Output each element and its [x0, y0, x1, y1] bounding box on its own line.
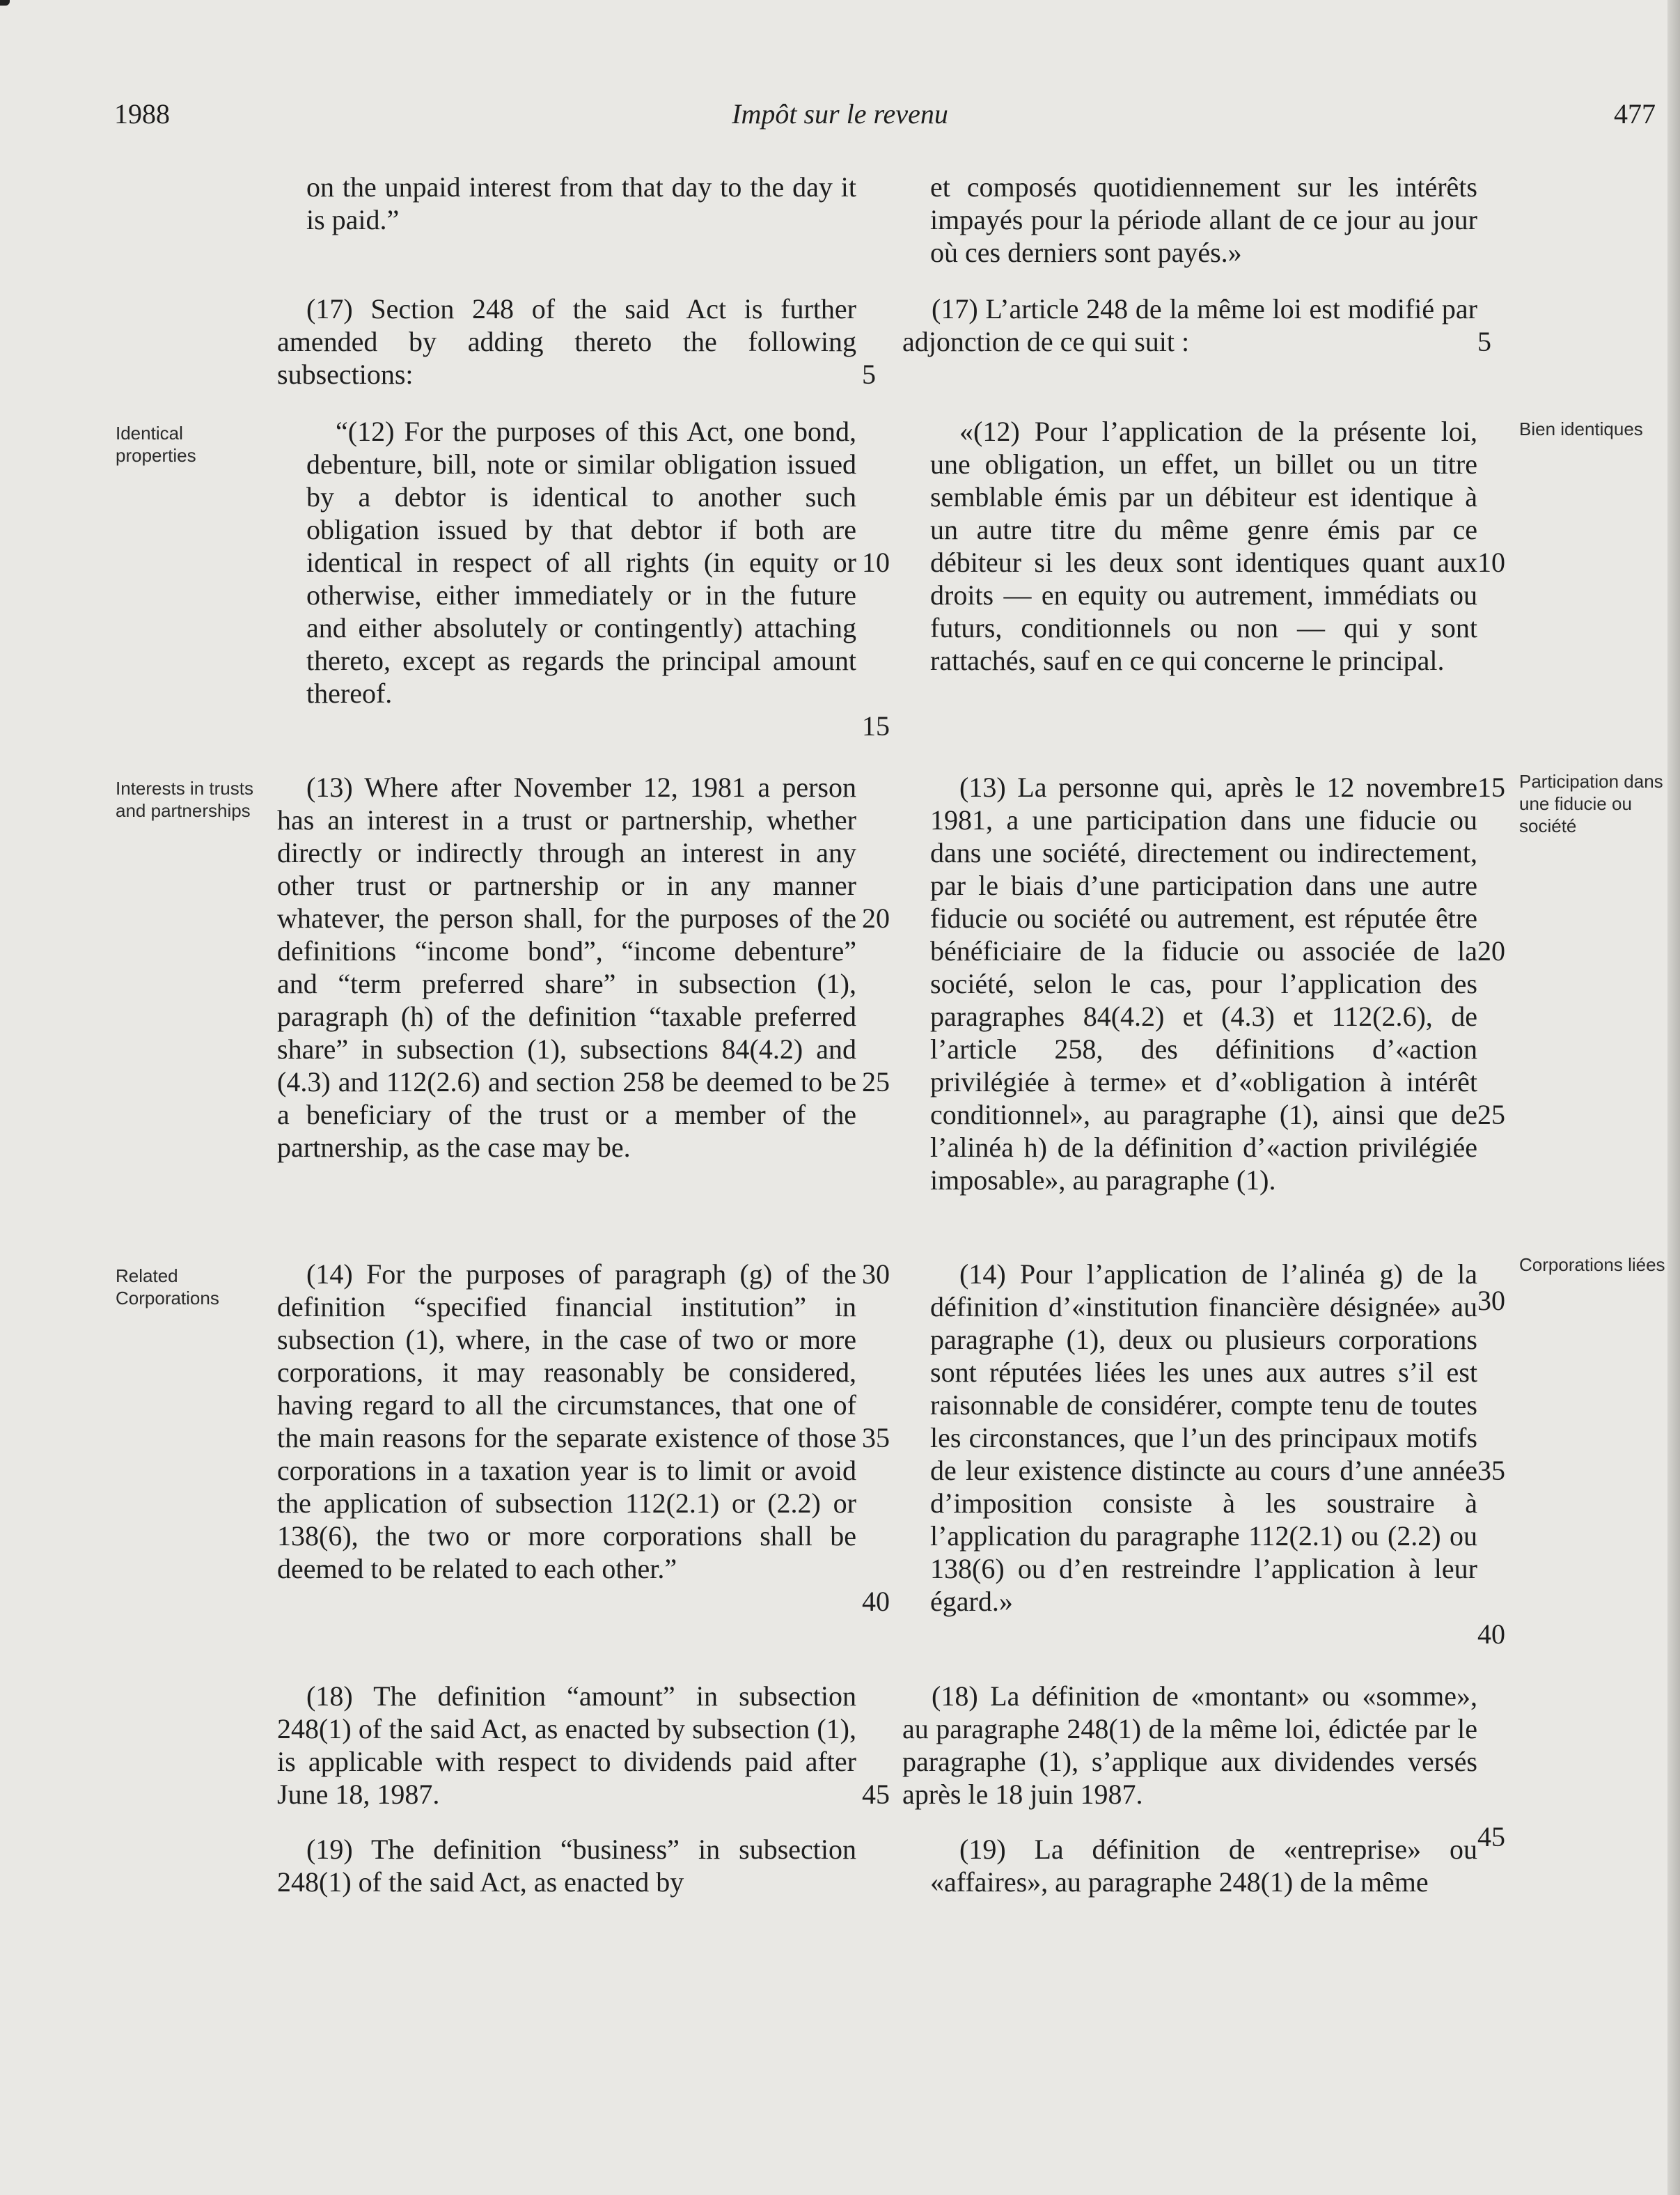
- en-line-number-5: 5: [862, 359, 876, 390]
- margin-note-bien-identiques: Bien identiques: [1519, 419, 1643, 439]
- fr-paragraph-13: (13) La personne qui, après le 12 novembre 1981, a une participation dans une fiducie ou dans une société, directement ou indirectement, par le biais d’une participation dans une autre fiducie ou société ou autrement, est réputée être bénéficiaire de la fiducie ou associée de la société, selon le cas, pour l’application des paragraphes 84(4.2) et (4.3) et 112(2.6), de l’article 258, des définitions d’«action privilégiée à terme» et d’«obligation à intérêt conditionnel», au paragraphe (1), ainsi que de l’alinéa h) de la définition d’«action privilégiée imposable», au paragraphe (1).: [930, 772, 1477, 1196]
- fr-line-number-45: 45: [1477, 1821, 1505, 1852]
- en-paragraph-18: (18) The definition “amount” in subsection 248(1) of the said Act, as enacted by subsection (1), is applicable with respect to dividends paid after June 18, 1987.: [277, 1680, 856, 1810]
- fr-paragraph-12: «(12) Pour l’application de la présente loi, une obligation, un effet, un billet ou un titre semblable émis par un débiteur est identique à un autre titre du même genre émis par ce débiteur si les deux sont identiques quant aux droits — en equity ou autrement, immédiats ou futurs, conditionnels ou non — qui y sont rattachés, sauf en ce qui concerne le principal.: [930, 416, 1477, 676]
- en-line-number-25: 25: [862, 1066, 890, 1098]
- margin-note-corporations-liees: Corporations liées: [1519, 1254, 1665, 1275]
- fr-paragraph-14: (14) Pour l’application de l’alinéa g) de la définition d’«institution financière désignée» au paragraphe (1), deux ou plusieurs corporations sont réputées liées les unes aux autres s’il est raisonnable de considérer, compte tenu de toutes les circonstances, que l’un des principaux motifs de leur existence distincte au cours d’une année d’imposition consiste à les soustraire à l’application du paragraphe 112(2.1) ou (2.2) ou 138(6) ou d’en restreindre l’application à leur égard.»: [930, 1258, 1477, 1617]
- en-paragraph-12: “(12) For the purposes of this Act, one bond, debenture, bill, note or similar obligation issued by a debtor is identical to another such obligation issued by that debtor if both are identical in respect of all rights (in equity or otherwise, either immediately or in the future and either absolutely or contingently) attaching thereto, except as regards the principal amount thereof.: [306, 416, 856, 709]
- en-line-number-15: 15: [862, 710, 890, 742]
- en-paragraph-19: (19) The definition “business” in subsection 248(1) of the said Act, as enacted by: [277, 1834, 856, 1898]
- en-line-number-30: 30: [862, 1258, 890, 1290]
- margin-note-participation: Participation dans une fiducie ou société: [1519, 771, 1663, 836]
- en-line-number-40: 40: [862, 1586, 890, 1617]
- header-year: 1988: [114, 98, 170, 130]
- en-paragraph-continuation: on the unpaid interest from that day to the day it is paid.”: [306, 171, 856, 235]
- fr-line-number-30: 30: [1477, 1285, 1505, 1316]
- fr-paragraph-18: (18) La définition de «montant» ou «somme», au paragraphe 248(1) de la même loi, édictée par le paragraphe (1), s’applique aux dividendes versés après le 18 juin 1987.: [902, 1680, 1477, 1810]
- fr-paragraph-17: (17) L’article 248 de la même loi est modifié par adjonction de ce qui suit :: [902, 293, 1477, 357]
- en-paragraph-13: (13) Where after November 12, 1981 a person has an interest in a trust or partnership, whether directly or indirectly through an interest in any other trust or partnership or in any manner whatever, the person shall, for the purposes of the definitions “income bond”, “income debenture” and “term preferred share” in subsection (1), paragraph (h) of the definition “taxable preferred share” in subsection (1), subsections 84(4.2) and (4.3) and 112(2.6) and section 258 be deemed to be a beneficiary of the trust or a member of the partnership, as the case may be.: [277, 772, 856, 1163]
- fr-line-number-15: 15: [1477, 772, 1505, 803]
- fr-line-number-25: 25: [1477, 1099, 1505, 1130]
- fr-line-number-20: 20: [1477, 935, 1505, 967]
- margin-note-related-corporations: Related Corporations: [116, 1265, 219, 1309]
- en-line-number-35: 35: [862, 1422, 890, 1453]
- en-line-number-45: 45: [862, 1779, 890, 1810]
- scan-corner-mark: [0, 0, 10, 6]
- fr-line-number-40: 40: [1477, 1618, 1505, 1650]
- en-line-number-10: 10: [862, 547, 890, 578]
- header-title: Impôt sur le revenu: [732, 98, 948, 130]
- page-number: 477: [1614, 98, 1656, 130]
- margin-note-interests-in-trusts: Interests in trusts and partnerships: [116, 778, 253, 821]
- fr-paragraph-continuation: et composés quotidiennement sur les intérêts impayés pour la période allant de ce jour au jour où ces derniers sont payés.»: [930, 171, 1477, 268]
- fr-line-number-35: 35: [1477, 1455, 1505, 1486]
- fr-paragraph-19: (19) La définition de «entreprise» ou «affaires», au paragraphe 248(1) de la même: [930, 1834, 1477, 1898]
- page-edge-shadow: [1667, 0, 1680, 2195]
- en-line-number-20: 20: [862, 903, 890, 934]
- en-paragraph-14: (14) For the purposes of paragraph (g) of the definition “specified financial institution” in subsection (1), where, in the case of two or more corporations, it may reasonably be considered, having regard to all the circumstances, that one of the main reasons for the separate existence of those corporations in a taxation year is to limit or avoid the application of subsection 112(2.1) or (2.2) or 138(6), the two or more corporations shall be deemed to be related to each other.”: [277, 1258, 856, 1584]
- fr-line-number-10: 10: [1477, 547, 1505, 578]
- en-paragraph-17: (17) Section 248 of the said Act is further amended by adding thereto the following subsections:: [277, 293, 856, 390]
- page-header: [0, 97, 1680, 139]
- margin-note-identical-properties: Identical properties: [116, 423, 196, 466]
- fr-line-number-5: 5: [1477, 326, 1491, 357]
